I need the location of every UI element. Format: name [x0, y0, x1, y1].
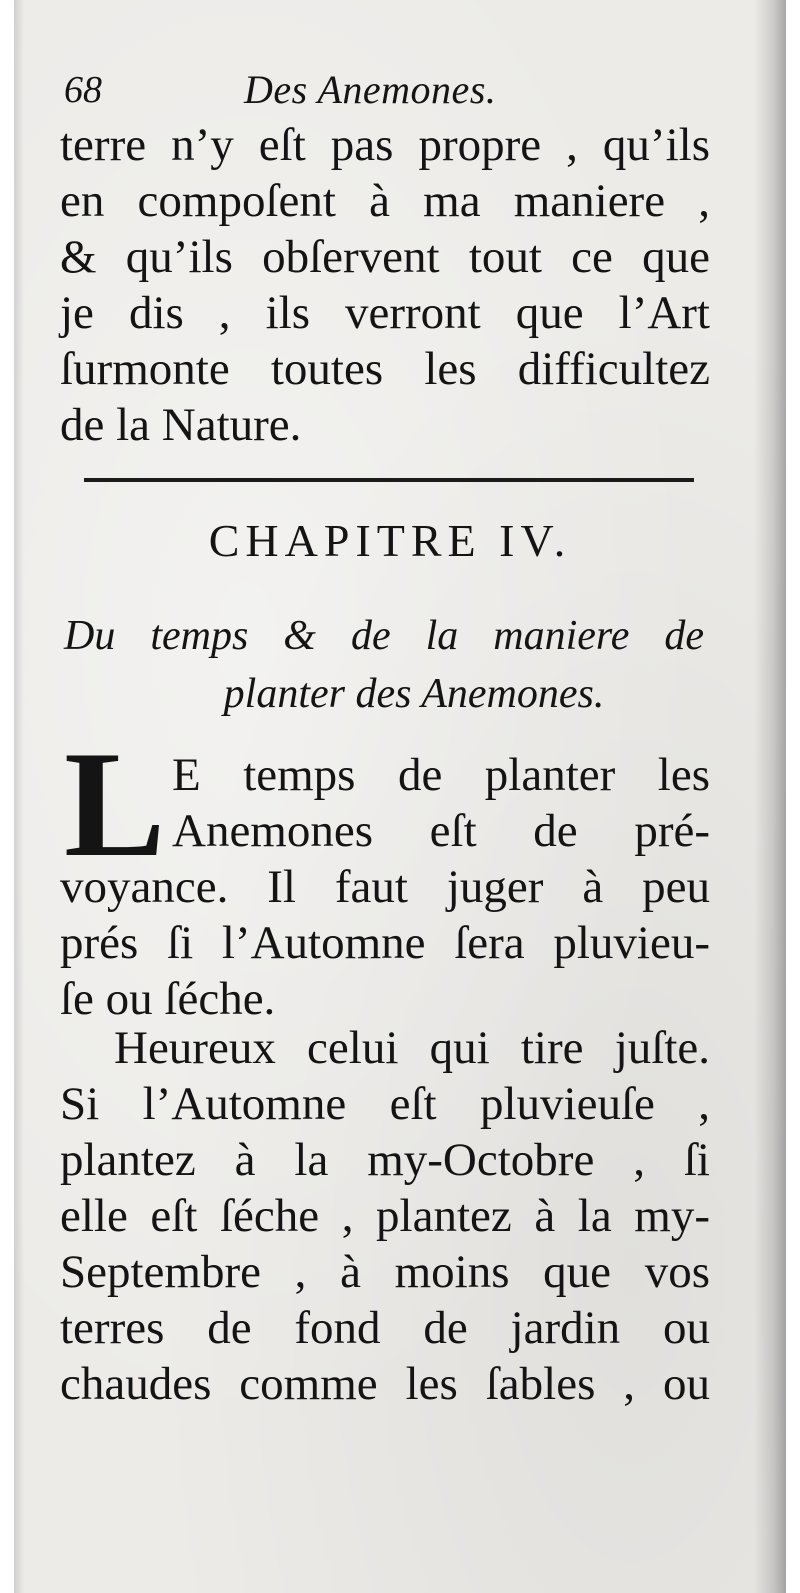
text-line: prés ſi l’Automne ſera pluvieu- [60, 917, 710, 969]
subtitle-line: planter des Anemones. [223, 671, 605, 717]
paragraph-first [60, 747, 710, 1027]
text-line: Si l’Automne eſt pluvieuſe , [60, 1078, 710, 1130]
page-number: 68 [64, 69, 102, 111]
text-line: Septembre , à moins que vos [60, 1246, 710, 1298]
text-line: terres de fond de jardin ou [60, 1302, 710, 1354]
subtitle-line: Du temps & de la maniere de [64, 613, 704, 659]
paragraph-second [60, 1020, 710, 1412]
text-line: E temps de planter les [172, 749, 710, 801]
chapter-heading: CHAPITRE IV. [208, 515, 572, 566]
text-line: voyance. Il faut juger à peu [60, 861, 710, 913]
text-line: plantez à la my-Octobre , ſi [60, 1134, 710, 1186]
text-line: & qu’ils obſervent tout ce que [60, 231, 710, 283]
text-line: en compoſent à ma maniere , [60, 175, 710, 227]
text-line: de la Nature. [60, 399, 302, 451]
text-line: ſurmonte toutes les difficultez [60, 343, 710, 395]
text-line: je dis , ils verront que l’Art [60, 287, 710, 339]
chapter-subtitle [64, 607, 704, 723]
text-line: terre n’y eſt pas propre , qu’ils [60, 119, 710, 171]
text-line: elle eſt ſéche , plantez à la my- [60, 1190, 710, 1242]
text-line: Anemones eſt de pré- [172, 805, 710, 857]
text-line: ſe ou ſéche. [60, 973, 276, 1025]
text-line: chaudes comme les ſables , ou [60, 1358, 710, 1410]
running-title: Des Anemones. [244, 67, 497, 112]
section-divider-rule [84, 478, 694, 482]
page-left-shadow [14, 0, 24, 1593]
drop-cap: L [64, 742, 166, 866]
continuation-paragraph [60, 117, 710, 453]
text-line: Heureux celui qui tire juſte. [114, 1022, 710, 1074]
page-header [64, 66, 704, 122]
page-right-shadow [754, 0, 786, 1593]
